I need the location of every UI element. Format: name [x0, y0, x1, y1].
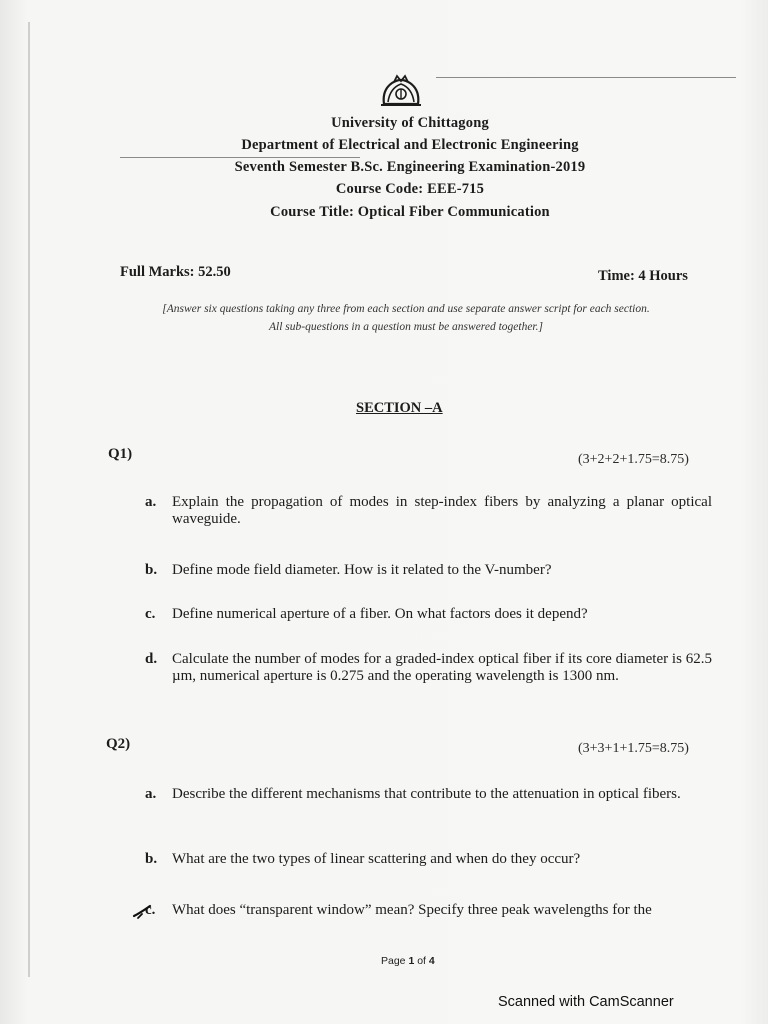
part-letter: a.	[145, 494, 157, 510]
question-number: Q2)	[106, 736, 131, 752]
part-letter: b.	[145, 562, 158, 578]
question-part	[145, 606, 715, 624]
university-logo	[378, 74, 424, 108]
full-marks: Full Marks: 52.50	[120, 264, 231, 280]
course-code: Course Code: EEE-715	[335, 181, 485, 197]
page-edge-shadow	[28, 22, 30, 977]
page-number: 1	[408, 955, 415, 967]
question-part	[145, 651, 715, 705]
part-letter: c.	[145, 902, 156, 918]
department-name: Department of Electrical and Electronic Engineering	[241, 137, 579, 153]
question-number: Q1)	[108, 446, 133, 462]
university-name: University of Chittagong	[331, 115, 489, 131]
question-part	[145, 851, 715, 869]
question-part	[145, 494, 715, 530]
header-rule-mid	[120, 157, 360, 158]
page-footer	[381, 955, 435, 967]
instructions-line-2: All sub-questions in a question must be answered together.]	[269, 321, 543, 333]
exam-name: Seventh Semester B.Sc. Engineering Examination-2019	[234, 159, 586, 175]
part-text: What are the two types of linear scattering and when do they occur?	[172, 851, 581, 867]
of-word: of	[417, 955, 426, 967]
part-text: Calculate the number of modes for a graded-index optical fiber if its core diameter is 62.5 µm, numerical aperture is 0.275 and the operating wavelength is 1300 nm.	[172, 651, 712, 684]
question-part	[145, 786, 715, 822]
course-title: Course Title: Optical Fiber Communication	[270, 204, 550, 220]
part-letter: a.	[145, 786, 157, 802]
part-text: Define mode field diameter. How is it related to the V-number?	[172, 562, 552, 578]
part-text: Define numerical aperture of a fiber. On what factors does it depend?	[172, 606, 588, 622]
page-total: 4	[428, 955, 435, 967]
part-text: Describe the different mechanisms that contribute to the attenuation in optical fibers.	[172, 786, 681, 802]
exam-time: Time: 4 Hours	[598, 268, 688, 284]
part-text: Explain the propagation of modes in step-index fibers by analyzing a planar optical waveguide.	[172, 494, 712, 527]
header-rule-top	[436, 77, 736, 78]
part-letter: b.	[145, 851, 158, 867]
handwritten-tick-icon	[132, 900, 154, 922]
page-word: Page	[381, 955, 406, 967]
question-part	[145, 902, 715, 920]
question-marks: (3+2+2+1.75=8.75)	[578, 452, 689, 467]
part-text: What does “transparent window” mean? Specify three peak wavelengths for the	[172, 902, 652, 918]
question-marks: (3+3+1+1.75=8.75)	[578, 741, 689, 756]
instructions-line-1: [Answer six questions taking any three from each section and use separate answer script for each section.	[162, 303, 650, 315]
question-part	[145, 562, 715, 580]
part-letter: d.	[145, 651, 158, 667]
section-title: SECTION –A	[356, 400, 443, 416]
part-letter: c.	[145, 606, 156, 622]
scanner-watermark: Scanned with CamScanner	[498, 994, 674, 1010]
